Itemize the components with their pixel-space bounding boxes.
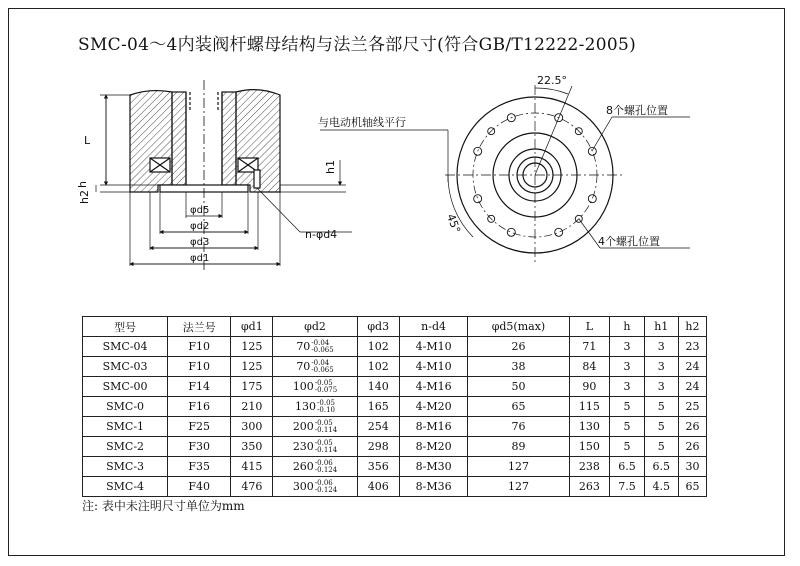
label-8-holes: 8个螺孔位置 <box>606 104 668 117</box>
cell-h1: 3 <box>644 337 678 357</box>
cell-model: SMC-1 <box>83 417 168 437</box>
tolerance-upper: -0.04 <box>311 358 330 367</box>
cell-nd4: 8-M30 <box>399 457 468 477</box>
header-nd4: n-d4 <box>399 317 468 337</box>
label-h2: h2 <box>78 190 91 204</box>
d2-tolerance <box>315 440 337 454</box>
cell-L: 263 <box>569 477 610 497</box>
cell-d3: 356 <box>357 457 399 477</box>
tolerance-lower: -0.065 <box>311 345 334 354</box>
footnote: 注: 表中未注明尺寸单位为mm <box>82 499 245 513</box>
tolerance-lower: -0.124 <box>314 465 338 474</box>
d2-tolerance <box>311 360 333 374</box>
cell-d2 <box>273 437 357 457</box>
cell-h: 7.5 <box>610 477 644 497</box>
table-row <box>83 377 707 397</box>
cell-d3: 298 <box>357 437 399 457</box>
tolerance-lower: -0.124 <box>314 485 338 494</box>
cell-flange: F16 <box>168 397 231 417</box>
cell-flange: F10 <box>168 357 231 377</box>
cell-d5: 127 <box>468 477 569 497</box>
cell-h: 5 <box>610 437 644 457</box>
cell-h1: 5 <box>644 437 678 457</box>
table-row <box>83 417 707 437</box>
tolerance-lower: -0.114 <box>314 425 338 434</box>
cell-h: 3 <box>610 357 644 377</box>
cell-h1: 3 <box>644 377 678 397</box>
tolerance-lower: -0.065 <box>311 365 334 374</box>
tolerance-upper: -0.05 <box>314 418 333 427</box>
tolerance-upper: -0.06 <box>314 458 333 467</box>
label-h: h <box>76 181 89 188</box>
cell-nd4: 8-M36 <box>399 477 468 497</box>
cell-model: SMC-03 <box>83 357 168 377</box>
tolerance-lower: -0.075 <box>314 385 338 394</box>
cell-d2 <box>273 457 357 477</box>
d2-nominal: 100 <box>292 379 314 393</box>
cell-model: SMC-3 <box>83 457 168 477</box>
table-row <box>83 457 707 477</box>
d2-tolerance <box>311 340 333 354</box>
d2-tolerance <box>315 420 337 434</box>
cell-L: 150 <box>569 437 610 457</box>
cell-d3: 254 <box>357 417 399 437</box>
cell-nd4: 4-M20 <box>399 397 468 417</box>
tolerance-upper: -0.05 <box>314 438 333 447</box>
d2-nominal: 70 <box>296 359 311 373</box>
cell-d3: 140 <box>357 377 399 397</box>
label-L: L <box>84 134 91 147</box>
cell-flange: F35 <box>168 457 231 477</box>
tolerance-upper: -0.04 <box>311 338 330 347</box>
header-L: L <box>569 317 610 337</box>
cell-nd4: 4-M16 <box>399 377 468 397</box>
label-parallel: 与电动机轴线平行 <box>318 116 406 129</box>
cell-h2: 24 <box>678 357 706 377</box>
cell-nd4: 8-M16 <box>399 417 468 437</box>
header-h1: h1 <box>644 317 678 337</box>
tolerance-upper: -0.06 <box>314 478 333 487</box>
tolerance-lower: -0.114 <box>314 445 338 454</box>
cell-d5: 76 <box>468 417 569 437</box>
cell-h1: 5 <box>644 417 678 437</box>
table-row <box>83 397 707 417</box>
d2-tolerance <box>315 380 337 394</box>
header-d1: φd1 <box>231 317 273 337</box>
cell-flange: F14 <box>168 377 231 397</box>
cell-d5: 127 <box>468 457 569 477</box>
d2-nominal: 260 <box>292 459 314 473</box>
cell-h1: 5 <box>644 397 678 417</box>
cell-L: 130 <box>569 417 610 437</box>
cell-d3: 102 <box>357 357 399 377</box>
cell-nd4: 4-M10 <box>399 357 468 377</box>
cell-d1: 125 <box>231 357 273 377</box>
d2-tolerance <box>315 480 337 494</box>
d2-nominal: 200 <box>292 419 314 433</box>
cell-h1: 4.5 <box>644 477 678 497</box>
label-nd4: n-φd4 <box>305 228 338 241</box>
table-row <box>83 337 707 357</box>
cell-d2 <box>273 397 357 417</box>
cell-d1: 300 <box>231 417 273 437</box>
label-4-holes: 4个螺孔位置 <box>598 235 660 248</box>
d2-tolerance <box>317 400 335 414</box>
dimension-table <box>82 316 707 497</box>
tolerance-upper: -0.05 <box>317 398 335 407</box>
header-model: 型号 <box>83 317 168 337</box>
table-row <box>83 437 707 457</box>
label-angle-22-5: 22.5° <box>537 74 567 87</box>
cell-model: SMC-4 <box>83 477 168 497</box>
cell-d5: 65 <box>468 397 569 417</box>
cell-model: SMC-04 <box>83 337 168 357</box>
cell-L: 90 <box>569 377 610 397</box>
label-angle-45: 45° <box>444 212 463 235</box>
cell-h: 5 <box>610 417 644 437</box>
cell-nd4: 8-M20 <box>399 437 468 457</box>
cell-nd4: 4-M10 <box>399 337 468 357</box>
cell-h2: 25 <box>678 397 706 417</box>
cell-d5: 26 <box>468 337 569 357</box>
cell-h2: 26 <box>678 417 706 437</box>
table-header-row <box>83 317 707 337</box>
cell-flange: F40 <box>168 477 231 497</box>
cell-model: SMC-0 <box>83 397 168 417</box>
d2-nominal: 230 <box>292 439 314 453</box>
cell-flange: F10 <box>168 337 231 357</box>
cell-h2: 26 <box>678 437 706 457</box>
label-d2: φd2 <box>190 221 210 232</box>
cell-h: 3 <box>610 377 644 397</box>
header-d5: φd5(max) <box>468 317 569 337</box>
cell-d3: 165 <box>357 397 399 417</box>
cell-h: 6.5 <box>610 457 644 477</box>
d2-nominal: 70 <box>296 339 311 353</box>
label-d1: φd1 <box>190 253 210 264</box>
cell-h2: 24 <box>678 377 706 397</box>
cell-d1: 175 <box>231 377 273 397</box>
header-flange: 法兰号 <box>168 317 231 337</box>
header-h2: h2 <box>678 317 706 337</box>
label-h1: h1 <box>324 160 337 174</box>
header-h: h <box>610 317 644 337</box>
cell-d1: 350 <box>231 437 273 457</box>
tolerance-lower: -0.10 <box>317 405 335 414</box>
cell-h1: 3 <box>644 357 678 377</box>
cell-L: 115 <box>569 397 610 417</box>
cell-h1: 6.5 <box>644 457 678 477</box>
cell-flange: F25 <box>168 417 231 437</box>
d2-nominal: 300 <box>292 479 314 493</box>
cell-d3: 406 <box>357 477 399 497</box>
cell-d1: 210 <box>231 397 273 417</box>
cell-d2 <box>273 477 357 497</box>
cell-h: 5 <box>610 397 644 417</box>
cell-d1: 415 <box>231 457 273 477</box>
cell-d2 <box>273 337 357 357</box>
table-body <box>83 337 707 497</box>
label-d5: φd5 <box>190 205 210 216</box>
cell-d2 <box>273 377 357 397</box>
header-d2: φd2 <box>273 317 357 337</box>
cell-model: SMC-00 <box>83 377 168 397</box>
section-view <box>96 80 352 270</box>
cell-d1: 125 <box>231 337 273 357</box>
cell-h2: 23 <box>678 337 706 357</box>
cell-model: SMC-2 <box>83 437 168 457</box>
cell-d5: 89 <box>468 437 569 457</box>
cell-d2 <box>273 417 357 437</box>
tolerance-upper: -0.05 <box>314 378 333 387</box>
cell-L: 84 <box>569 357 610 377</box>
cell-flange: F30 <box>168 437 231 457</box>
cell-h: 3 <box>610 337 644 357</box>
d2-tolerance <box>315 460 337 474</box>
table-row <box>83 477 707 497</box>
cell-L: 71 <box>569 337 610 357</box>
label-d3: φd3 <box>190 237 210 248</box>
cell-d3: 102 <box>357 337 399 357</box>
cell-h2: 65 <box>678 477 706 497</box>
cell-d1: 476 <box>231 477 273 497</box>
cell-h2: 30 <box>678 457 706 477</box>
table-row <box>83 357 707 377</box>
drawing-title: SMC-04～4内装阀杆螺母结构与法兰各部尺寸(符合GB/T12222-2005) <box>78 35 637 55</box>
cell-L: 238 <box>569 457 610 477</box>
header-d3: φd3 <box>357 317 399 337</box>
cell-d5: 50 <box>468 377 569 397</box>
cell-d5: 38 <box>468 357 569 377</box>
cell-d2 <box>273 357 357 377</box>
d2-nominal: 130 <box>295 399 317 413</box>
